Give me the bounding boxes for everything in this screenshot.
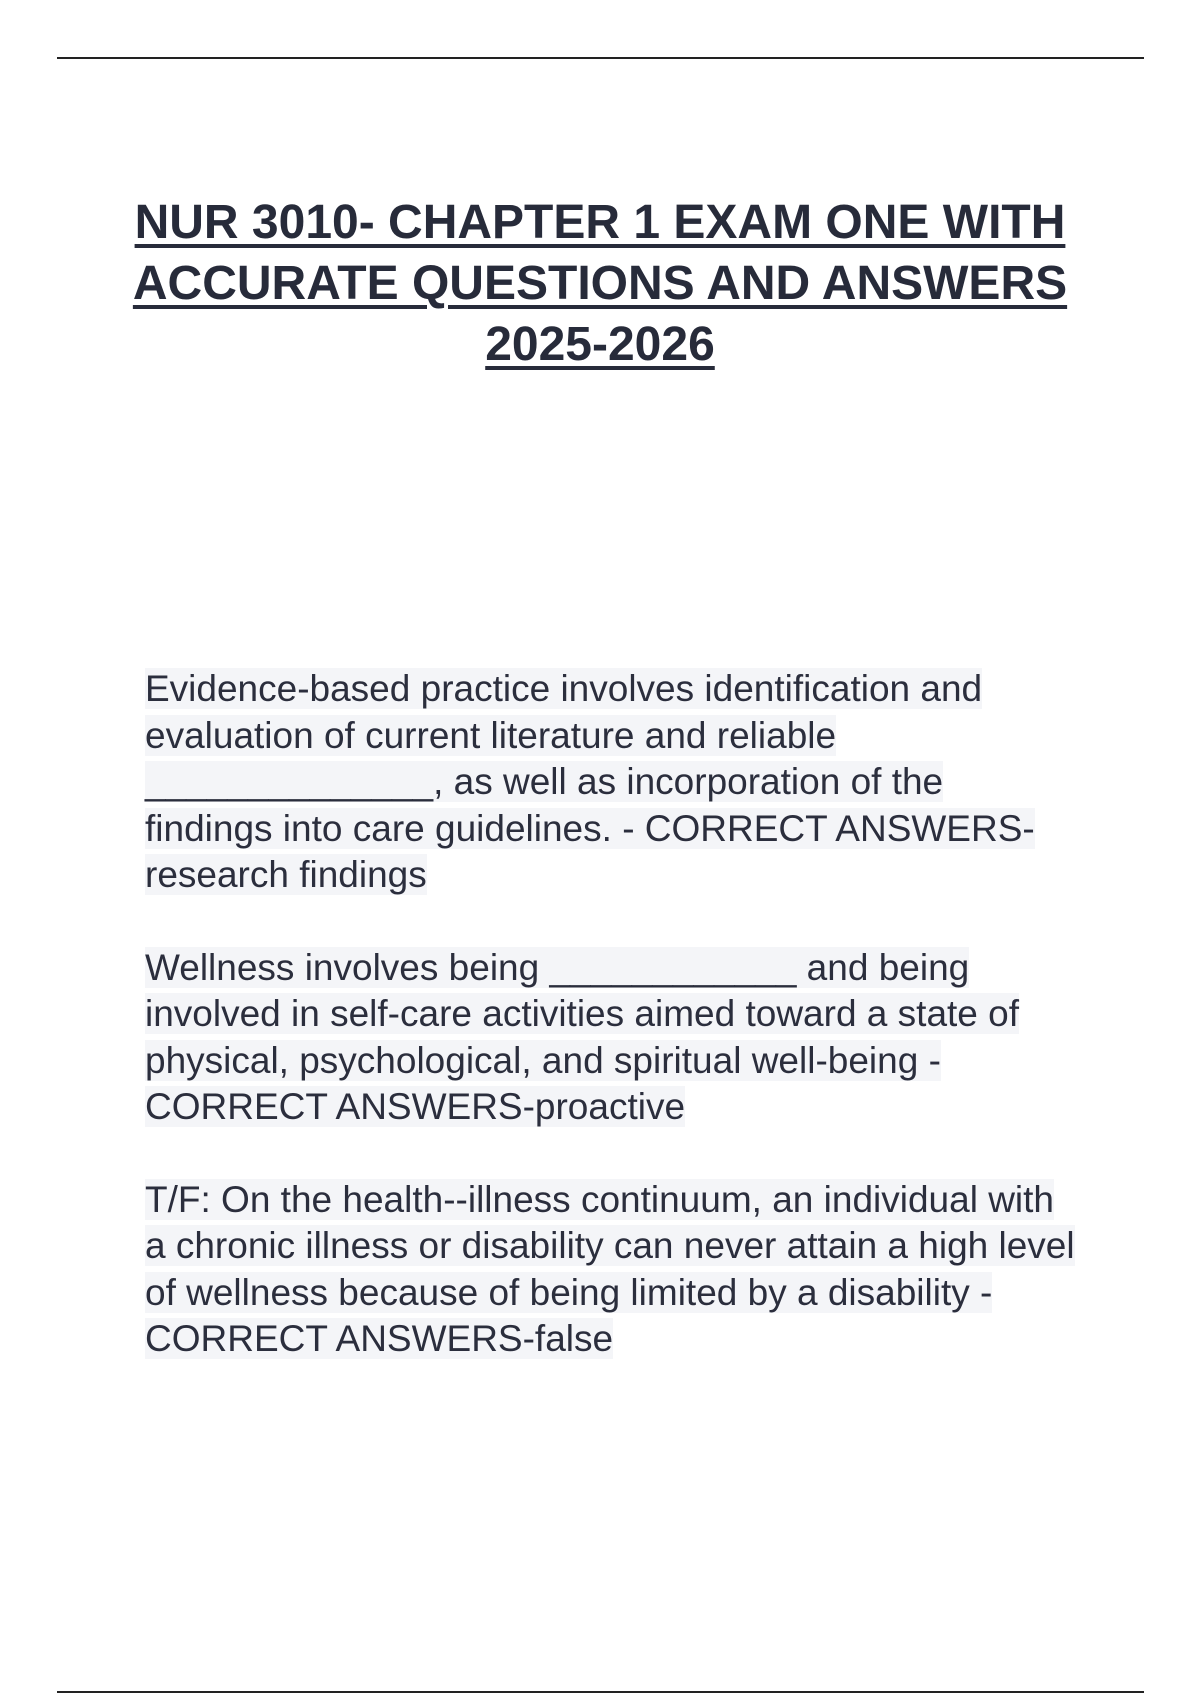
question-list [145,666,1075,1409]
document-title-text: NUR 3010- CHAPTER 1 EXAM ONE WITH ACCURATE QUESTIONS AND ANSWERS 2025-2026 [132,196,1068,371]
top-divider [57,57,1144,59]
question-item-3 [145,1177,1075,1363]
document-title [100,192,1100,375]
bottom-divider [57,1691,1144,1693]
question-item-1 [145,666,1075,899]
question-item-2 [145,945,1075,1131]
question-text: Wellness involves being ____________ and being involved in self-care activities aimed toward a state of physical, psychological, and spiritual well-being - CORRECT ANSWERS-proactive [145,946,1020,1127]
question-text: T/F: On the health--illness continuum, an individual with a chronic illness or disability can never attain a high level of wellness because of being limited by a disability - CORRECT ANSWERS-false [145,1178,1075,1359]
question-text: Evidence-based practice involves identification and evaluation of current literature and reliable ______________, as well as incorporation of the findings into care guidelines. - CORRECT ANSWERS-research findings [145,668,1035,895]
